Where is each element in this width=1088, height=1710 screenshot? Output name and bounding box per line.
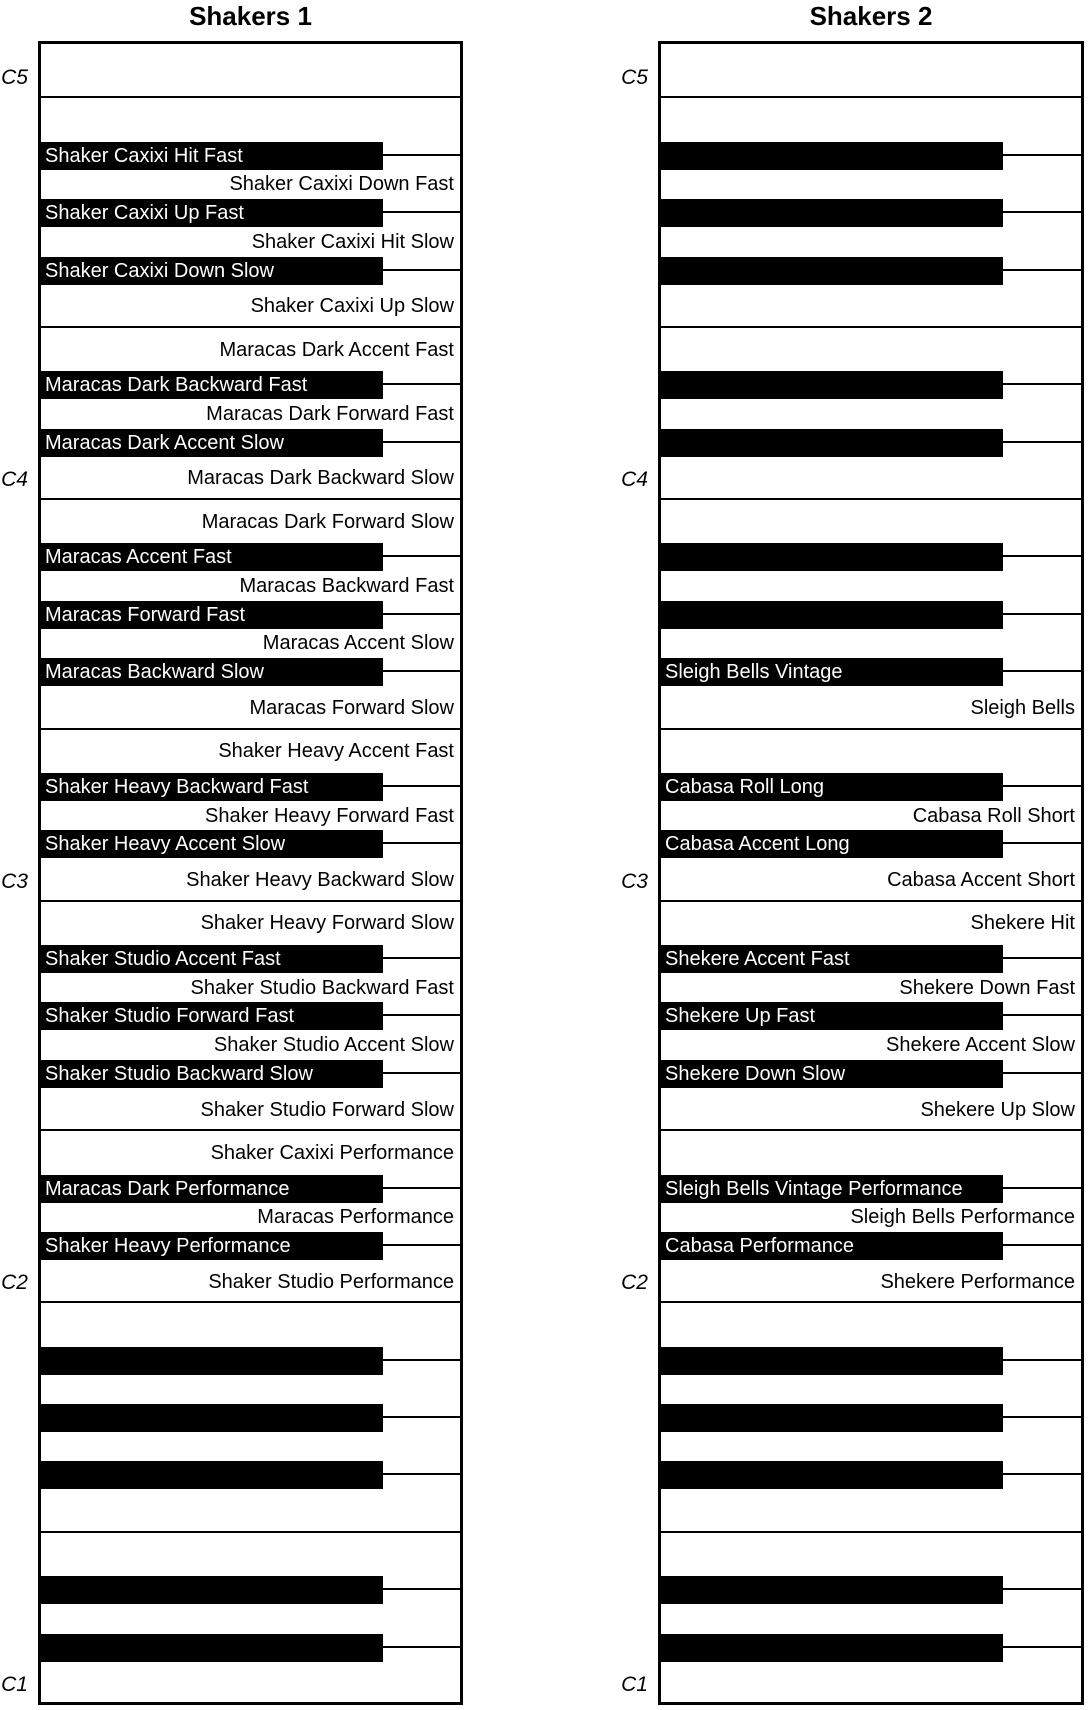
- white-key-label-E3: Shaker Heavy Accent Fast: [218, 740, 454, 763]
- key-C#1: [38, 1634, 383, 1662]
- white-key-label-D2: Maracas Performance: [257, 1206, 454, 1229]
- black-key-label-D#3: Shaker Heavy Backward Fast: [45, 775, 309, 798]
- key-F#1: [658, 1461, 1003, 1489]
- key-G#3: [658, 601, 1003, 629]
- white-key-label-B2: Shekere Hit: [970, 912, 1075, 935]
- black-key-label-F#3: Maracas Backward Slow: [45, 661, 264, 684]
- white-key-label-G4: Shaker Caxixi Hit Slow: [251, 230, 454, 253]
- white-key-label-A2: Shaker Studio Backward Fast: [190, 976, 454, 999]
- black-key-label-D#2: Maracas Dark Performance: [45, 1177, 290, 1200]
- white-key-label-G2: Shaker Studio Accent Slow: [213, 1034, 454, 1057]
- keyboard-title-shakers-1: Shakers 1: [189, 1, 312, 31]
- black-key-label-C#2: Cabasa Performance: [665, 1234, 854, 1257]
- key-F#1: [38, 1461, 383, 1489]
- octave-label-C2: C2: [621, 1271, 648, 1295]
- key-G#4: [38, 199, 383, 227]
- key-G#2: [38, 1002, 383, 1030]
- black-key-label-C#3: Cabasa Accent Long: [665, 833, 850, 856]
- black-key-label-A#2: Shaker Studio Accent Fast: [45, 948, 281, 971]
- key-D#1: [38, 1576, 383, 1604]
- key-C#2: [38, 1232, 383, 1260]
- key-F#3: [658, 658, 1003, 686]
- white-key-label-F2: Shaker Studio Forward Slow: [200, 1098, 454, 1121]
- key-C#4: [658, 429, 1003, 457]
- white-key-label-D4: Maracas Dark Forward Fast: [206, 402, 454, 425]
- black-key-label-G#2: Shekere Up Fast: [665, 1005, 816, 1028]
- key-D#4: [658, 371, 1003, 399]
- key-A#4: [38, 142, 383, 170]
- octave-label-C5: C5: [621, 66, 648, 90]
- white-key-label-C4: Maracas Dark Backward Slow: [187, 467, 454, 490]
- key-C#3: [38, 830, 383, 858]
- white-key-label-D2: Sleigh Bells Performance: [850, 1206, 1075, 1229]
- key-D#1: [658, 1576, 1003, 1604]
- white-key-label-G3: Maracas Accent Slow: [262, 632, 454, 655]
- key-D#2: [38, 1175, 383, 1203]
- key-C#2: [658, 1232, 1003, 1260]
- key-D#3: [658, 773, 1003, 801]
- black-key-label-C#4: Maracas Dark Accent Slow: [45, 431, 284, 454]
- black-key-label-G#2: Shaker Studio Forward Fast: [45, 1005, 294, 1028]
- key-F#4: [38, 257, 383, 285]
- black-key-label-G#4: Shaker Caxixi Up Fast: [45, 202, 244, 225]
- white-key-label-C3: Shaker Heavy Backward Slow: [186, 869, 454, 891]
- black-key-label-A#3: Maracas Accent Fast: [45, 546, 232, 569]
- key-C5: [38, 41, 463, 98]
- keyboard-shakers-2: [621, 1, 1084, 1705]
- white-key-label-F2: Shekere Up Slow: [920, 1098, 1075, 1121]
- white-key-label-A4: Shaker Caxixi Down Fast: [229, 173, 454, 196]
- key-D#2: [658, 1175, 1003, 1203]
- black-key-label-D#2: Sleigh Bells Vintage Performance: [665, 1177, 963, 1200]
- white-key-label-E4: Maracas Dark Accent Fast: [219, 338, 454, 361]
- octave-label-C4: C4: [1, 468, 28, 492]
- white-key-label-B3: Maracas Dark Forward Slow: [201, 510, 454, 533]
- octave-label-C4: C4: [621, 468, 648, 492]
- key-G#1: [658, 1404, 1003, 1432]
- black-key-label-D#4: Maracas Dark Backward Fast: [45, 374, 308, 397]
- white-key-label-G2: Shekere Accent Slow: [886, 1034, 1075, 1057]
- white-key-label-A3: Maracas Backward Fast: [239, 575, 454, 598]
- white-key-label-F3: Sleigh Bells: [970, 696, 1075, 719]
- white-key-label-D3: Shaker Heavy Forward Fast: [205, 804, 454, 827]
- white-key-label-D3: Cabasa Roll Short: [912, 804, 1075, 827]
- black-key-label-F#4: Shaker Caxixi Down Slow: [45, 259, 274, 282]
- black-key-label-F#3: Sleigh Bells Vintage: [665, 661, 843, 684]
- octave-label-C3: C3: [621, 869, 648, 893]
- white-key-label-E2: Shaker Caxixi Performance: [210, 1141, 454, 1164]
- key-F#2: [658, 1060, 1003, 1088]
- key-G#2: [658, 1002, 1003, 1030]
- key-F#4: [658, 257, 1003, 285]
- key-C5: [658, 41, 1084, 98]
- key-A#2: [658, 945, 1003, 973]
- octave-label-C2: C2: [1, 1271, 28, 1295]
- black-key-label-A#4: Shaker Caxixi Hit Fast: [45, 144, 243, 167]
- white-key-label-A2: Shekere Down Fast: [899, 976, 1075, 999]
- key-G#3: [38, 601, 383, 629]
- black-key-label-F#2: Shekere Down Slow: [665, 1062, 846, 1085]
- key-A#2: [38, 945, 383, 973]
- key-C#3: [658, 830, 1003, 858]
- black-key-label-D#3: Cabasa Roll Long: [665, 775, 824, 798]
- white-key-label-B2: Shaker Heavy Forward Slow: [200, 912, 454, 935]
- keyboard-title-shakers-2: Shakers 2: [809, 1, 933, 31]
- key-F#2: [38, 1060, 383, 1088]
- octave-label-C1: C1: [1, 1673, 28, 1696]
- black-key-label-C#3: Shaker Heavy Accent Slow: [45, 833, 286, 856]
- keyboard-shakers-1: [1, 1, 463, 1705]
- white-key-label-C3: Cabasa Accent Short: [887, 869, 1075, 891]
- white-key-label-C2: Shaker Studio Performance: [208, 1270, 454, 1293]
- white-key-label-F4: Shaker Caxixi Up Slow: [250, 295, 454, 318]
- key-A#1: [38, 1347, 383, 1375]
- octave-label-C5: C5: [1, 66, 28, 90]
- white-key-label-C2: Shekere Performance: [880, 1270, 1075, 1293]
- key-G#4: [658, 199, 1003, 227]
- key-C#1: [658, 1634, 1003, 1662]
- key-F#3: [38, 658, 383, 686]
- octave-label-C3: C3: [1, 869, 28, 893]
- key-D#4: [38, 371, 383, 399]
- key-A#1: [658, 1347, 1003, 1375]
- key-A#3: [658, 543, 1003, 571]
- black-key-label-G#3: Maracas Forward Fast: [45, 603, 246, 626]
- octave-label-C1: C1: [621, 1673, 648, 1696]
- black-key-label-A#2: Shekere Accent Fast: [665, 948, 850, 971]
- key-A#4: [658, 142, 1003, 170]
- black-key-label-C#2: Shaker Heavy Performance: [45, 1234, 291, 1257]
- key-G#1: [38, 1404, 383, 1432]
- key-C#4: [38, 429, 383, 457]
- key-A#3: [38, 543, 383, 571]
- key-D#3: [38, 773, 383, 801]
- white-key-label-F3: Maracas Forward Slow: [249, 696, 454, 719]
- black-key-label-F#2: Shaker Studio Backward Slow: [45, 1062, 313, 1085]
